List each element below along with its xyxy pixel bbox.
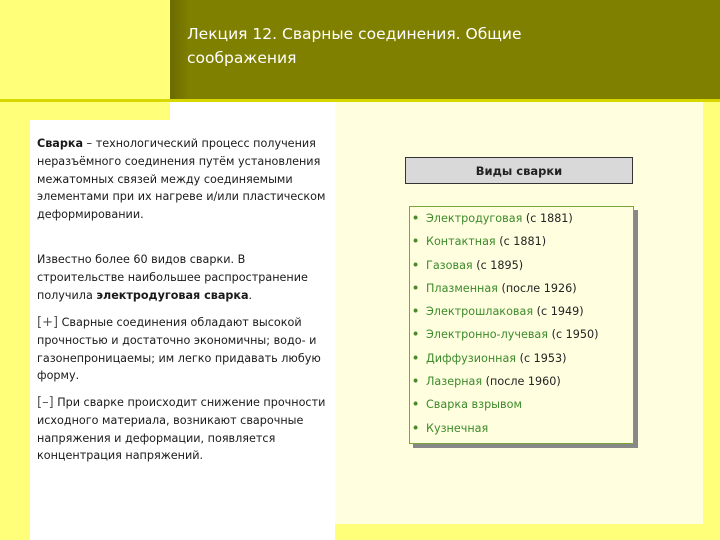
type-year: (после 1960)	[482, 375, 561, 389]
disadvantages-paragraph	[37, 394, 332, 465]
type-name: Кузнечная	[426, 421, 489, 435]
list-item	[412, 326, 599, 349]
type-name: Газовая	[426, 258, 473, 272]
bullet-icon: •	[412, 328, 420, 342]
list-item	[412, 280, 599, 303]
type-year: (с 1950)	[548, 328, 599, 342]
list-item	[412, 350, 599, 373]
type-name: Электронно-лучевая	[426, 328, 549, 342]
list-item	[412, 233, 599, 256]
list-item	[412, 396, 599, 419]
bullet-icon: •	[412, 281, 420, 295]
p2-bold: электродуговая сварка	[96, 288, 249, 302]
types-title-box: Виды сварки	[405, 157, 633, 184]
definition-paragraph	[37, 135, 332, 224]
bullet-icon: •	[412, 305, 420, 319]
list-item	[412, 373, 599, 396]
list-item	[412, 210, 599, 233]
type-name: Контактная	[426, 235, 496, 249]
bullet-icon: •	[412, 235, 420, 249]
bullet-icon: •	[412, 375, 420, 389]
bullet-icon: •	[412, 351, 420, 365]
list-item	[412, 303, 599, 326]
type-year: (с 1953)	[516, 351, 567, 365]
p2-before: Известно более 60 видов сварки. В строительстве наибольшее распространение получила	[37, 253, 308, 302]
types-list	[412, 210, 599, 443]
slide-title	[187, 22, 707, 70]
type-name: Сварка взрывом	[426, 398, 522, 412]
minus-text: При сварке происходит снижение прочности исходного материала, возникают сварочные напряжения и деформации, появляется концентрация напряжений.	[37, 396, 326, 463]
plus-text: Сварные соединения обладают высокой прочностью и достаточно экономичны; водо- и газонепроницаемы; им легко придавать любую форму.	[37, 316, 321, 383]
bullet-icon: •	[412, 398, 420, 412]
type-name: Лазерная	[426, 375, 483, 389]
p2-after: .	[248, 288, 253, 302]
bullet-icon: •	[412, 421, 420, 435]
list-item	[412, 420, 599, 443]
type-name: Плазменная	[426, 281, 498, 295]
bottom-left-area	[30, 524, 335, 540]
plus-mark: [+]	[37, 315, 59, 330]
type-year: (с 1881)	[495, 235, 547, 249]
types-count-paragraph	[37, 251, 332, 304]
type-year: (с 1881)	[522, 212, 573, 225]
advantages-paragraph	[37, 314, 332, 385]
type-name: Диффузионная	[426, 351, 517, 365]
type-year: (после 1926)	[497, 281, 577, 295]
definition-text: – технологический процесс получения неразъёмного соединения путём установления межатомных связей между соединяемыми элементами при их нагреве и/или пластическом деформировании.	[37, 137, 326, 222]
type-year: (с 1895)	[472, 258, 524, 272]
type-name: Электродуговая	[426, 212, 523, 225]
bullet-icon: •	[412, 258, 420, 272]
right-decor-strip	[703, 102, 720, 540]
minus-mark: [–]	[37, 395, 54, 410]
type-year: (с 1949)	[533, 305, 584, 319]
title-line-1: Лекция 12. Сварные соединения. Общие	[187, 25, 522, 43]
list-item	[412, 257, 599, 280]
bullet-icon: •	[412, 212, 420, 225]
title-line-2: соображения	[187, 49, 297, 67]
type-name: Электрошлаковая	[426, 305, 534, 319]
definition-term: Сварка	[37, 137, 83, 150]
